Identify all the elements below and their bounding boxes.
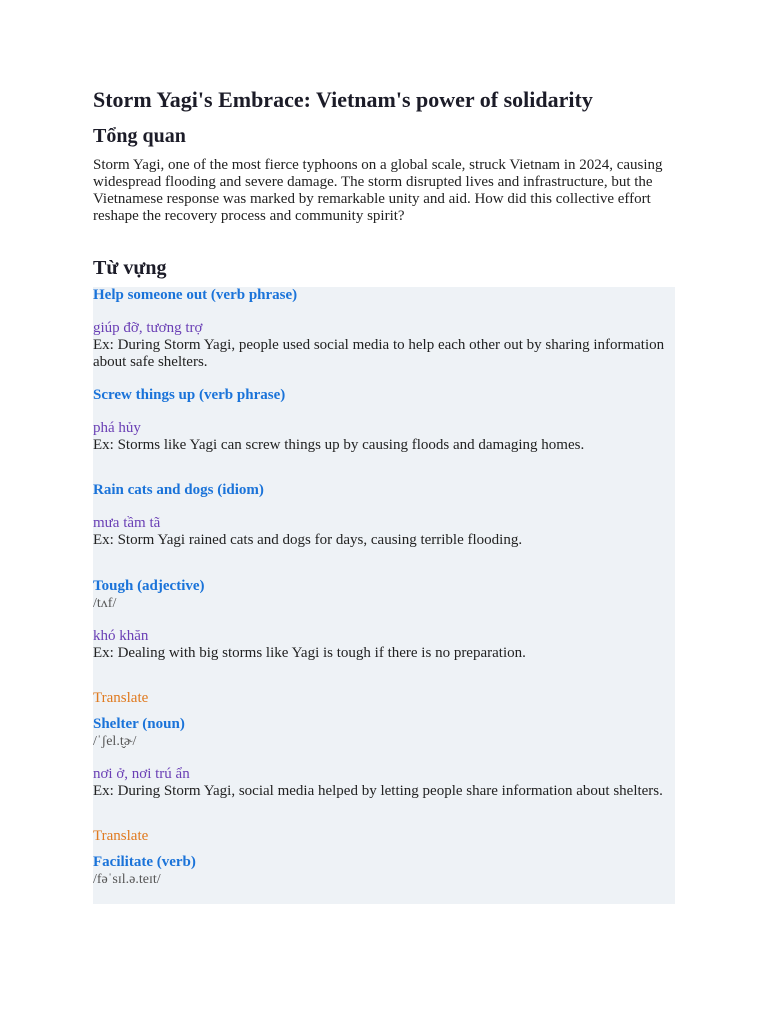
vocab-ipa: /ˈʃel.t̬ɚ/	[93, 734, 137, 749]
vocab-ipa: /fəˈsɪl.ə.teɪt/	[93, 872, 161, 887]
vocab-entry-tough	[93, 578, 675, 662]
translate-link[interactable]: Translate	[93, 690, 149, 706]
vocabulary-list	[93, 287, 675, 904]
vocab-meaning: phá hủy	[93, 420, 141, 436]
vocab-term: Shelter (noun)	[93, 716, 185, 732]
page-title: Storm Yagi's Embrace: Vietnam's power of solidarity	[93, 87, 593, 112]
vocab-term: Screw things up (verb phrase)	[93, 387, 286, 403]
vocab-entry-screw-things-up	[93, 387, 675, 454]
translate-link[interactable]: Translate	[93, 828, 149, 844]
vocab-entry-facilitate	[93, 854, 675, 888]
vocab-ipa: /tʌf/	[93, 596, 117, 611]
vocab-example: Ex: Storm Yagi rained cats and dogs for days, causing terrible flooding.	[93, 532, 523, 548]
vocab-meaning: giúp đỡ, tương trợ	[93, 320, 203, 336]
vocab-term: Help someone out (verb phrase)	[93, 287, 298, 303]
vocab-meaning: nơi ở, nơi trú ẩn	[93, 766, 190, 782]
document-page	[93, 86, 675, 904]
vocab-term: Tough (adjective)	[93, 578, 205, 594]
vocab-term: Facilitate (verb)	[93, 854, 196, 870]
overview-text: Storm Yagi, one of the most fierce typhoons on a global scale, struck Vietnam in 2024, causing widespread flooding and severe damage. The storm disrupted lives and infrastructure, but the Vietnamese response was marked by remarkable unity and aid. How did this collective effort reshape the recovery process and community spirit?	[93, 157, 663, 224]
vocab-meaning: khó khăn	[93, 628, 149, 644]
vocab-entry-rain-cats-and-dogs	[93, 482, 675, 549]
vocab-example: Ex: During Storm Yagi, people used social media to help each other out by sharing information about safe shelters.	[93, 337, 665, 370]
vocab-entry-help-someone-out	[93, 287, 675, 371]
vocab-example: Ex: Dealing with big storms like Yagi is tough if there is no preparation.	[93, 645, 526, 661]
vocab-term: Rain cats and dogs (idiom)	[93, 482, 264, 498]
vocab-example: Ex: Storms like Yagi can screw things up by causing floods and damaging homes.	[93, 437, 585, 453]
vocab-meaning: mưa tầm tã	[93, 515, 161, 531]
vocabulary-heading: Từ vựng	[93, 257, 167, 279]
vocab-example: Ex: During Storm Yagi, social media helped by letting people share information about shelters.	[93, 783, 663, 799]
overview-heading: Tổng quan	[93, 125, 186, 147]
vocab-entry-shelter	[93, 716, 675, 800]
